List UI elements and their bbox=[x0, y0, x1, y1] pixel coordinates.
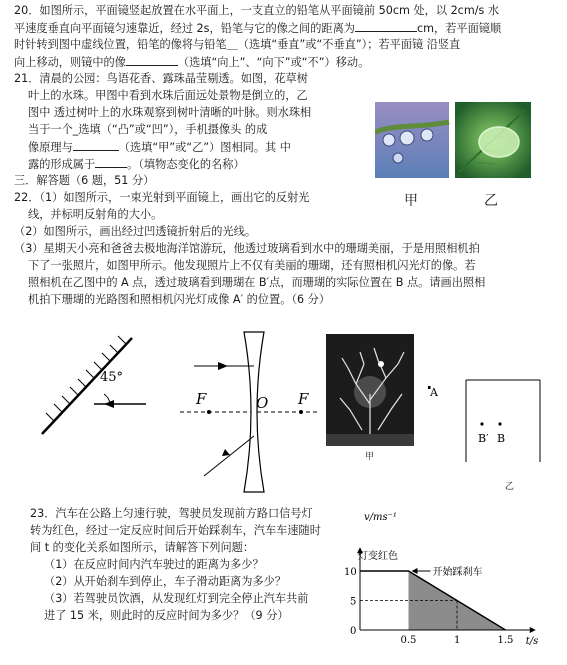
annotation-light-red: 灯变红色 bbox=[358, 551, 398, 562]
answer-blank bbox=[126, 55, 178, 66]
coral-caption: 甲 bbox=[365, 452, 375, 462]
q22-line4: （3）星期天小亮和爸爸去极地海洋馆游玩，他透过玻璃看到水中的珊瑚美丽，于是用照相机拍 bbox=[14, 242, 480, 255]
label-a: A bbox=[430, 386, 438, 399]
tick-label-y-10: 10 bbox=[344, 567, 357, 578]
q21-line3: 图中 透过树叶上的水珠观察到树叶清晰的叶脉。则水珠相 bbox=[28, 106, 312, 119]
q23-line5: （2）从开始刹车到停止，车子滑动距离为多少？ bbox=[44, 575, 287, 588]
center-label: O bbox=[256, 394, 269, 412]
tank-caption: 乙 bbox=[505, 482, 515, 492]
focal-point-left bbox=[207, 410, 211, 414]
focal-point-right bbox=[299, 410, 303, 414]
annotation-start-braking: 开始踩刹车 bbox=[432, 567, 483, 578]
focal-label-right: F bbox=[298, 390, 309, 408]
mirror-line bbox=[42, 338, 132, 434]
q22-line6: 照相机在乙图中的 A 点，透过玻璃看到珊瑚在 B′点，而珊瑚的实际位置在 B 点。请画出照相 bbox=[28, 276, 486, 289]
ray-arrow bbox=[222, 449, 230, 456]
q20-line2 bbox=[14, 21, 501, 36]
answer-blank bbox=[73, 140, 119, 151]
q22-line5: 下了一张照片，如图甲所示。他发现照片上不仅有美丽的珊瑚，还有照相机闪光灯的像。若 bbox=[28, 259, 476, 272]
point-b-prime bbox=[480, 422, 483, 425]
x-axis-arrow bbox=[530, 627, 536, 633]
focal-label-left: F bbox=[196, 390, 207, 408]
q21-line6 bbox=[28, 157, 245, 172]
section-header: 三．解答题（6 题，51 分） bbox=[14, 174, 155, 187]
angle-label: 45° bbox=[100, 370, 124, 385]
velocity-time-chart bbox=[330, 506, 560, 658]
q23-line6: （3）若驾驶员饮酒，从发现红灯到完全停止汽车共前 bbox=[44, 592, 309, 605]
mirror-figure bbox=[36, 326, 146, 456]
q21-line5 bbox=[28, 140, 291, 155]
q21-line5-b: （选填“甲”或“乙”）图相同。其 中 bbox=[118, 141, 291, 154]
tick-label-x-0.5: 0.5 bbox=[400, 635, 417, 646]
photo-yi-label: 乙 bbox=[484, 193, 498, 209]
q22-line2: 线，并标明反射角的大小。 bbox=[28, 208, 163, 221]
lens-figure bbox=[180, 328, 320, 498]
tick-label-x-1: 1 bbox=[454, 635, 461, 646]
photo-jia-label: 甲 bbox=[404, 193, 418, 209]
answer-blank bbox=[355, 21, 417, 32]
q20-line1: 20．如图所示，平面镜竖起放置在水平面上，一支直立的铅笔从平面镜前 50cm 处，以 2cm/s 水 bbox=[14, 4, 500, 17]
q22-line1: 22．（1）如图所示，一束光射到平面镜上，画出它的反射光 bbox=[14, 191, 310, 204]
q21-line1: 21．清晨的公园：鸟语花香、露珠晶莹剔透。如图，花草树 bbox=[14, 72, 308, 85]
x-axis-label: t/s bbox=[525, 636, 539, 647]
y-axis-label: v/ms⁻¹ bbox=[364, 512, 397, 523]
q20-line2-a: 平速度垂直向平面镜匀速靠近，经过 2s，铅笔与它的像之间的距离为 bbox=[14, 22, 355, 35]
tick-label-y-5: 5 bbox=[350, 596, 357, 608]
q20-line3: 时针转到图中虚线位置，铅笔的像将与铅笔＿（选填“垂直”或“不垂直”）；若平面镜 沿竖直 bbox=[14, 38, 461, 51]
q20-line4-a: 向上移动，则镜中的像 bbox=[14, 56, 126, 69]
tick-label-x-1.5: 1.5 bbox=[497, 635, 514, 646]
q21-line6-a: 露的形成属于 bbox=[28, 158, 96, 171]
label-b: B bbox=[497, 432, 506, 445]
q23-line3: 间 t 的变化关系如图所示，请解答下列问题： bbox=[30, 541, 255, 554]
q21-line2: 叶上的水珠。甲图中看到水珠后面远处景物是倒立的，乙 bbox=[28, 89, 308, 102]
q20-line4-b: （选填“向上”、“向下”或“不”）移动。 bbox=[177, 56, 370, 69]
q22-line3: （2）如图所示，画出经过凹透镜折射后的光线。 bbox=[14, 225, 257, 238]
coral-photo bbox=[326, 334, 414, 446]
ray-oblique bbox=[204, 436, 254, 476]
q20-line2-b: cm，若平面镜顺 bbox=[416, 22, 502, 35]
q23-line1: 23．汽车在公路上匀速行驶，驾驶员发现前方路口信号灯 bbox=[30, 507, 313, 520]
q20-line4 bbox=[14, 55, 369, 70]
point-b bbox=[498, 422, 501, 425]
q23-line4: （1）在反应时间内汽车驶过的距离为多少？ bbox=[44, 558, 264, 571]
dew-photos bbox=[375, 102, 531, 178]
label-b-prime: B′ bbox=[478, 432, 489, 445]
flash-reflection bbox=[378, 361, 384, 367]
q21-line6-b: 。（填物态变化的名称） bbox=[127, 158, 245, 171]
q21-line4: 当于一个_选填（“凸”或“凹”），手机摄像头 的成 bbox=[28, 123, 268, 136]
answer-blank bbox=[95, 157, 127, 168]
q23-line7: 进了 15 米，则此时的反应时间为多少？（9 分） bbox=[44, 609, 289, 622]
q21-line5-a: 像原理与 bbox=[28, 141, 73, 154]
q23-line2: 转为红色，经过一定反应时间后开始踩刹车，汽车车速随时 bbox=[30, 524, 321, 537]
q22-line7: 机拍下珊瑚的光路图和照相机闪光灯成像 A′ 的位置。（6 分） bbox=[28, 293, 331, 306]
ray-arrow bbox=[218, 362, 228, 370]
tank-figure bbox=[420, 372, 560, 482]
tick-label-origin: 0 bbox=[350, 626, 357, 637]
